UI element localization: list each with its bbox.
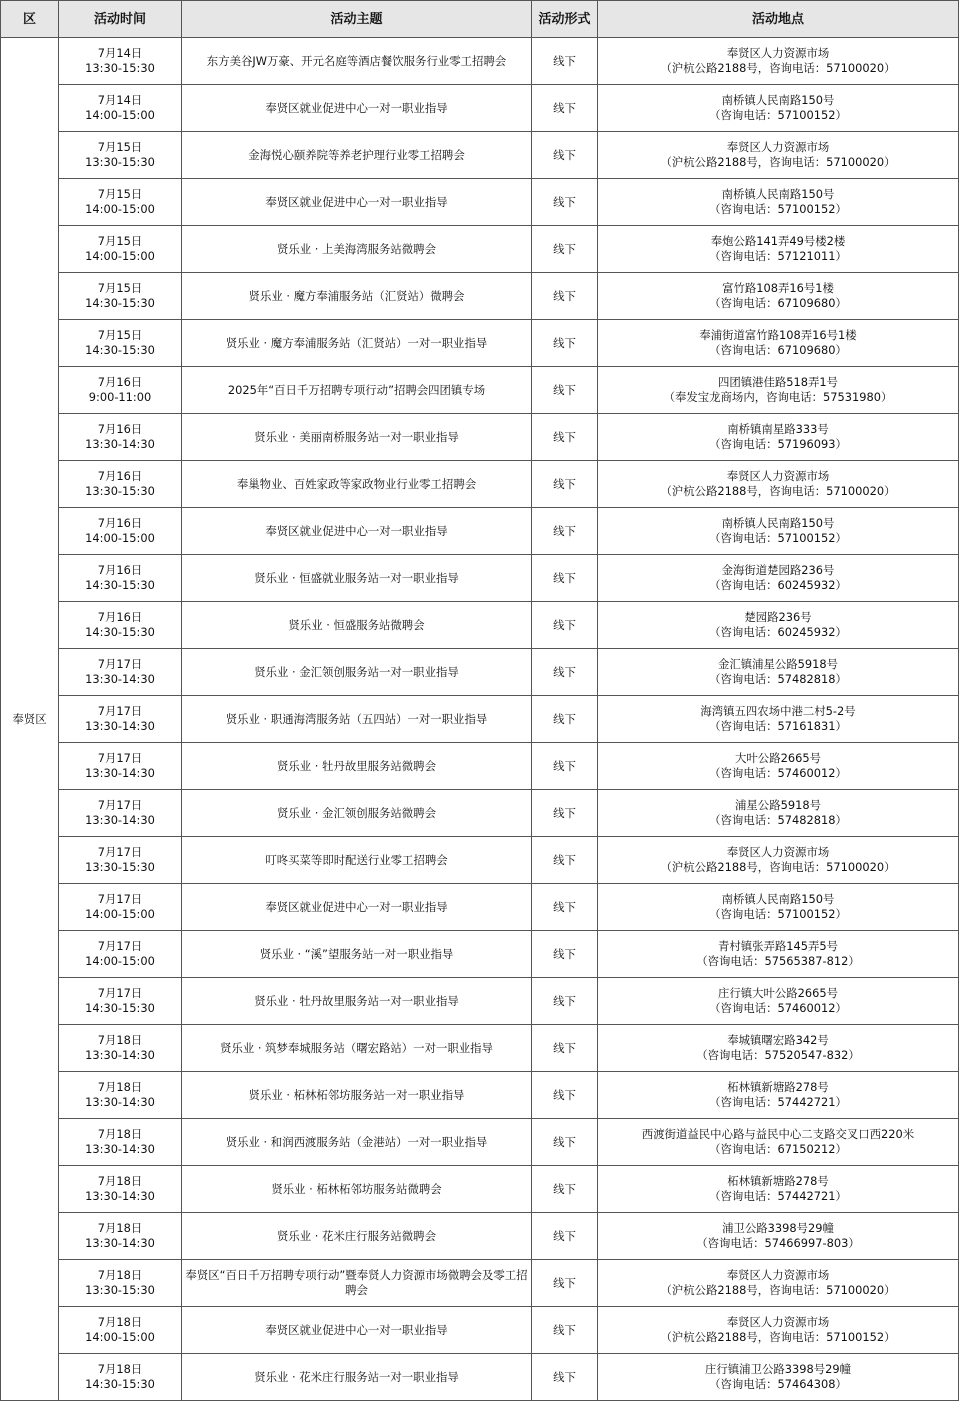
activity-time: 13:30-14:30: [85, 1095, 155, 1109]
activity-date: 7月17日: [97, 751, 143, 765]
header-place: 活动地点: [598, 1, 959, 38]
activity-place: 奉浦街道富竹路108弄16号1楼: [699, 328, 857, 342]
table-row: [1, 85, 959, 132]
place-cell: [598, 790, 959, 837]
activity-time: 13:30-15:30: [85, 484, 155, 498]
time-cell: [59, 1307, 182, 1354]
table-row: [1, 367, 959, 414]
table-row: [1, 1260, 959, 1307]
activity-time: 14:30-15:30: [85, 578, 155, 592]
activity-theme: 贤乐业 · 恒盛服务站微聘会: [182, 602, 532, 649]
activity-date: 7月18日: [97, 1080, 143, 1094]
activity-date: 7月16日: [97, 563, 143, 577]
activity-date: 7月18日: [97, 1033, 143, 1047]
activity-time: 13:30-14:30: [85, 672, 155, 686]
activity-contact: （咨询电话：60245932）: [709, 578, 847, 592]
activity-contact: （咨询电话：67109680）: [709, 296, 847, 310]
activity-place: 楚园路236号: [744, 610, 812, 624]
activity-form: 线下: [532, 320, 598, 367]
time-cell: [59, 273, 182, 320]
time-cell: [59, 649, 182, 696]
place-cell: [598, 743, 959, 790]
table-row: [1, 1213, 959, 1260]
activity-contact: （咨询电话：60245932）: [709, 625, 847, 639]
table-row: [1, 320, 959, 367]
place-cell: [598, 1025, 959, 1072]
activity-time: 14:00-15:00: [85, 531, 155, 545]
activity-place: 柘林镇新塘路278号: [727, 1080, 829, 1094]
activity-form: 线下: [532, 884, 598, 931]
activity-place: 四团镇港佳路518弄1号: [717, 375, 839, 389]
activity-date: 7月16日: [97, 422, 143, 436]
activity-form: 线下: [532, 1260, 598, 1307]
activity-date: 7月16日: [97, 375, 143, 389]
activity-contact: （沪杭公路2188号，咨询电话：57100020）: [660, 860, 896, 874]
time-cell: [59, 1213, 182, 1260]
activity-contact: （咨询电话：67150212）: [709, 1142, 847, 1156]
activity-contact: （咨询电话：57100152）: [709, 108, 847, 122]
activity-date: 7月18日: [97, 1127, 143, 1141]
time-cell: [59, 790, 182, 837]
time-cell: [59, 226, 182, 273]
activity-contact: （咨询电话：57460012）: [709, 766, 847, 780]
activity-place: 南桥镇人民南路150号: [721, 516, 835, 530]
activity-contact: （咨询电话：57464308）: [709, 1377, 847, 1391]
activity-form: 线下: [532, 1354, 598, 1401]
activity-place: 奉贤区人力资源市场: [726, 1268, 830, 1282]
activity-theme: 金海悦心颐养院等养老护理行业零工招聘会: [182, 132, 532, 179]
activity-form: 线下: [532, 931, 598, 978]
activity-contact: （咨询电话：57520547-832）: [696, 1048, 860, 1062]
activity-form: 线下: [532, 1072, 598, 1119]
table-row: [1, 461, 959, 508]
place-cell: [598, 179, 959, 226]
place-cell: [598, 85, 959, 132]
activity-time: 13:30-15:30: [85, 61, 155, 75]
table-row: [1, 555, 959, 602]
activity-time: 14:00-15:00: [85, 108, 155, 122]
time-cell: [59, 85, 182, 132]
activity-form: 线下: [532, 1025, 598, 1072]
activity-form: 线下: [532, 696, 598, 743]
place-cell: [598, 226, 959, 273]
activity-theme: 奉贤区就业促进中心一对一职业指导: [182, 884, 532, 931]
activity-theme: 贤乐业 · 牡丹故里服务站一对一职业指导: [182, 978, 532, 1025]
activity-contact: （咨询电话：57565387-812）: [696, 954, 860, 968]
activity-theme: 贤乐业 · 金汇领创服务站微聘会: [182, 790, 532, 837]
activity-theme: 贤乐业 · 花米庄行服务站一对一职业指导: [182, 1354, 532, 1401]
activity-time: 13:30-14:30: [85, 1236, 155, 1250]
activity-theme: 奉贤区“百日千万招聘专项行动”暨奉贤人力资源市场微聘会及零工招聘会: [182, 1260, 532, 1307]
activity-date: 7月15日: [97, 187, 143, 201]
activity-place: 南桥镇人民南路150号: [721, 93, 835, 107]
activity-form: 线下: [532, 461, 598, 508]
activity-place: 浦卫公路3398号29幢: [722, 1221, 834, 1235]
activity-contact: （咨询电话：57100152）: [709, 531, 847, 545]
time-cell: [59, 696, 182, 743]
activity-date: 7月15日: [97, 281, 143, 295]
header-district: 区: [1, 1, 59, 38]
activity-form: 线下: [532, 602, 598, 649]
activity-theme: 奉贤区就业促进中心一对一职业指导: [182, 508, 532, 555]
activity-date: 7月16日: [97, 516, 143, 530]
table-row: [1, 978, 959, 1025]
place-cell: [598, 837, 959, 884]
place-cell: [598, 1307, 959, 1354]
activity-time: 14:00-15:00: [85, 249, 155, 263]
activity-time: 14:30-15:30: [85, 1377, 155, 1391]
activity-contact: （咨询电话：67109680）: [709, 343, 847, 357]
activity-time: 13:30-14:30: [85, 1189, 155, 1203]
activity-contact: （咨询电话：57482818）: [709, 672, 847, 686]
activity-place: 西渡街道益民中心路与益民中心二支路交叉口西220米: [641, 1127, 915, 1141]
time-cell: [59, 414, 182, 461]
activity-form: 线下: [532, 1213, 598, 1260]
activity-theme: 贤乐业 · 魔方奉浦服务站（汇贤站）微聘会: [182, 273, 532, 320]
activity-date: 7月16日: [97, 610, 143, 624]
place-cell: [598, 273, 959, 320]
activity-form: 线下: [532, 649, 598, 696]
place-cell: [598, 1119, 959, 1166]
table-row: [1, 1119, 959, 1166]
activity-time: 13:30-14:30: [85, 437, 155, 451]
table-row: [1, 790, 959, 837]
activity-date: 7月17日: [97, 657, 143, 671]
time-cell: [59, 743, 182, 790]
table-row: [1, 1354, 959, 1401]
activity-theme: 贤乐业 · 和润西渡服务站（金港站）一对一职业指导: [182, 1119, 532, 1166]
activity-place: 富竹路108弄16号1楼: [722, 281, 834, 295]
activity-form: 线下: [532, 132, 598, 179]
time-cell: [59, 461, 182, 508]
place-cell: [598, 320, 959, 367]
activity-place: 奉贤区人力资源市场: [726, 46, 830, 60]
activity-form: 线下: [532, 978, 598, 1025]
place-cell: [598, 978, 959, 1025]
activity-date: 7月15日: [97, 328, 143, 342]
activity-form: 线下: [532, 837, 598, 884]
activity-contact: （咨询电话：57482818）: [709, 813, 847, 827]
place-cell: [598, 414, 959, 461]
place-cell: [598, 508, 959, 555]
activity-time: 14:00-15:00: [85, 954, 155, 968]
activity-place: 南桥镇南星路333号: [727, 422, 829, 436]
activity-form: 线下: [532, 414, 598, 461]
activity-time: 14:00-15:00: [85, 202, 155, 216]
activity-time: 14:30-15:30: [85, 625, 155, 639]
activity-time: 13:30-14:30: [85, 813, 155, 827]
table-row: [1, 931, 959, 978]
time-cell: [59, 508, 182, 555]
activity-time: 13:30-15:30: [85, 860, 155, 874]
activity-form: 线下: [532, 1307, 598, 1354]
place-cell: [598, 649, 959, 696]
activity-place: 大叶公路2665号: [735, 751, 821, 765]
table-row: [1, 132, 959, 179]
table-row: [1, 602, 959, 649]
activity-form: 线下: [532, 273, 598, 320]
activity-theme: 贤乐业 · 美丽南桥服务站一对一职业指导: [182, 414, 532, 461]
activity-date: 7月16日: [97, 469, 143, 483]
activity-contact: （奉发宝龙商场内，咨询电话：57531980）: [663, 390, 893, 404]
activity-form: 线下: [532, 555, 598, 602]
activity-time: 13:30-14:30: [85, 1142, 155, 1156]
activity-contact: （咨询电话：57196093）: [709, 437, 847, 451]
activity-contact: （沪杭公路2188号，咨询电话：57100020）: [660, 484, 896, 498]
activity-time: 13:30-14:30: [85, 1048, 155, 1062]
time-cell: [59, 602, 182, 649]
activity-date: 7月17日: [97, 704, 143, 718]
header-theme: 活动主题: [182, 1, 532, 38]
activity-place: 柘林镇新塘路278号: [727, 1174, 829, 1188]
activity-place: 南桥镇人民南路150号: [721, 892, 835, 906]
time-cell: [59, 1119, 182, 1166]
activity-form: 线下: [532, 226, 598, 273]
activity-place: 南桥镇人民南路150号: [721, 187, 835, 201]
table-row: [1, 38, 959, 85]
place-cell: [598, 1072, 959, 1119]
activity-theme: 奉贤区就业促进中心一对一职业指导: [182, 179, 532, 226]
time-cell: [59, 38, 182, 85]
table-row: [1, 1025, 959, 1072]
activity-form: 线下: [532, 38, 598, 85]
table-row: [1, 743, 959, 790]
activity-theme: 叮咚买菜等即时配送行业零工招聘会: [182, 837, 532, 884]
place-cell: [598, 1354, 959, 1401]
table-row: [1, 696, 959, 743]
activity-form: 线下: [532, 790, 598, 837]
activity-time: 14:30-15:30: [85, 296, 155, 310]
time-cell: [59, 931, 182, 978]
header-time: 活动时间: [59, 1, 182, 38]
time-cell: [59, 555, 182, 602]
activity-form: 线下: [532, 1166, 598, 1213]
activity-time: 14:30-15:30: [85, 1001, 155, 1015]
place-cell: [598, 931, 959, 978]
time-cell: [59, 978, 182, 1025]
activity-form: 线下: [532, 179, 598, 226]
activity-date: 7月15日: [97, 140, 143, 154]
activity-time: 14:30-15:30: [85, 343, 155, 357]
activity-contact: （咨询电话：57442721）: [709, 1095, 847, 1109]
table-row: [1, 273, 959, 320]
activity-place: 奉炮公路141弄49号楼2楼: [710, 234, 846, 248]
activity-place: 奉贤区人力资源市场: [726, 140, 830, 154]
time-cell: [59, 1260, 182, 1307]
table-row: [1, 1307, 959, 1354]
activity-place: 奉贤区人力资源市场: [726, 845, 830, 859]
activity-theme: 东方美谷JW万豪、开元名庭等酒店餐饮服务行业零工招聘会: [182, 38, 532, 85]
activity-contact: （咨询电话：57442721）: [709, 1189, 847, 1203]
activity-theme: 贤乐业 · 柘林柘邻坊服务站一对一职业指导: [182, 1072, 532, 1119]
activity-form: 线下: [532, 367, 598, 414]
time-cell: [59, 1025, 182, 1072]
time-cell: [59, 884, 182, 931]
activity-date: 7月14日: [97, 93, 143, 107]
activity-date: 7月18日: [97, 1362, 143, 1376]
activity-time: 14:00-15:00: [85, 1330, 155, 1344]
activity-theme: 贤乐业 · “溪”望服务站一对一职业指导: [182, 931, 532, 978]
table-row: [1, 226, 959, 273]
place-cell: [598, 555, 959, 602]
activity-contact: （咨询电话：57121011）: [709, 249, 847, 263]
activity-date: 7月17日: [97, 798, 143, 812]
activity-contact: （咨询电话：57161831）: [709, 719, 847, 733]
activity-place: 庄行镇浦卫公路3398号29幢: [705, 1362, 851, 1376]
activity-date: 7月18日: [97, 1268, 143, 1282]
activity-place: 金海街道楚园路236号: [721, 563, 835, 577]
activity-date: 7月17日: [97, 986, 143, 1000]
activity-time: 13:30-15:30: [85, 155, 155, 169]
activity-time: 13:30-14:30: [85, 766, 155, 780]
place-cell: [598, 132, 959, 179]
activity-date: 7月15日: [97, 234, 143, 248]
table-row: [1, 837, 959, 884]
activity-contact: （咨询电话：57100152）: [709, 202, 847, 216]
place-cell: [598, 1166, 959, 1213]
place-cell: [598, 461, 959, 508]
activity-contact: （沪杭公路2188号，咨询电话：57100020）: [660, 1283, 896, 1297]
time-cell: [59, 367, 182, 414]
activity-theme: 贤乐业 · 职通海湾服务站（五四站）一对一职业指导: [182, 696, 532, 743]
activity-theme: 贤乐业 · 花米庄行服务站微聘会: [182, 1213, 532, 1260]
place-cell: [598, 884, 959, 931]
place-cell: [598, 602, 959, 649]
activity-place: 奉贤区人力资源市场: [726, 1315, 830, 1329]
activity-place: 奉城镇曙宏路342号: [727, 1033, 829, 1047]
activity-contact: （咨询电话：57460012）: [709, 1001, 847, 1015]
place-cell: [598, 1260, 959, 1307]
activity-date: 7月17日: [97, 892, 143, 906]
activity-theme: 贤乐业 · 筑梦奉城服务站（曙宏路站）一对一职业指导: [182, 1025, 532, 1072]
activity-theme: 奉贤区就业促进中心一对一职业指导: [182, 1307, 532, 1354]
activity-form: 线下: [532, 508, 598, 555]
table-row: [1, 649, 959, 696]
activity-place: 奉贤区人力资源市场: [726, 469, 830, 483]
header-form: 活动形式: [532, 1, 598, 38]
activity-form: 线下: [532, 1119, 598, 1166]
place-cell: [598, 696, 959, 743]
activity-theme: 奉贤区就业促进中心一对一职业指导: [182, 85, 532, 132]
activity-theme: 奉巢物业、百姓家政等家政物业行业零工招聘会: [182, 461, 532, 508]
activity-time: 13:30-15:30: [85, 1283, 155, 1297]
activity-theme: 贤乐业 · 牡丹故里服务站微聘会: [182, 743, 532, 790]
time-cell: [59, 132, 182, 179]
activity-time: 9:00-11:00: [88, 390, 152, 404]
activity-date: 7月17日: [97, 845, 143, 859]
activity-place: 青村镇张弄路145弄5号: [717, 939, 839, 953]
activity-contact: （咨询电话：57466997-803）: [696, 1236, 860, 1250]
table-row: [1, 179, 959, 226]
activity-theme: 2025年“百日千万招聘专项行动”招聘会四团镇专场: [182, 367, 532, 414]
activity-place: 金汇镇浦星公路5918号: [717, 657, 839, 671]
time-cell: [59, 179, 182, 226]
activity-theme: 贤乐业 · 魔方奉浦服务站（汇贤站）一对一职业指导: [182, 320, 532, 367]
activity-date: 7月18日: [97, 1315, 143, 1329]
activity-theme: 贤乐业 · 上美海湾服务站微聘会: [182, 226, 532, 273]
header-row: [1, 1, 959, 38]
activity-place: 海湾镇五四农场中港二村5-2号: [700, 704, 856, 718]
time-cell: [59, 1354, 182, 1401]
place-cell: [598, 38, 959, 85]
time-cell: [59, 837, 182, 884]
time-cell: [59, 1166, 182, 1213]
activity-contact: （沪杭公路2188号，咨询电话：57100152）: [660, 1330, 896, 1344]
activity-date: 7月18日: [97, 1221, 143, 1235]
activity-theme: 贤乐业 · 恒盛就业服务站一对一职业指导: [182, 555, 532, 602]
table-row: [1, 508, 959, 555]
activity-contact: （沪杭公路2188号，咨询电话：57100020）: [660, 155, 896, 169]
table-row: [1, 1072, 959, 1119]
district-cell: 奉贤区: [1, 38, 59, 1401]
time-cell: [59, 1072, 182, 1119]
activity-date: 7月17日: [97, 939, 143, 953]
activity-form: 线下: [532, 85, 598, 132]
activity-place: 庄行镇大叶公路2665号: [717, 986, 839, 1000]
activity-theme: 贤乐业 · 金汇领创服务站一对一职业指导: [182, 649, 532, 696]
activity-date: 7月14日: [97, 46, 143, 60]
activity-date: 7月18日: [97, 1174, 143, 1188]
table-row: [1, 414, 959, 461]
time-cell: [59, 320, 182, 367]
activity-place: 浦星公路5918号: [735, 798, 821, 812]
place-cell: [598, 367, 959, 414]
table-row: [1, 1166, 959, 1213]
activity-time: 13:30-14:30: [85, 719, 155, 733]
activity-contact: （沪杭公路2188号，咨询电话：57100020）: [660, 61, 896, 75]
table-row: [1, 884, 959, 931]
activity-contact: （咨询电话：57100152）: [709, 907, 847, 921]
activity-time: 14:00-15:00: [85, 907, 155, 921]
activity-theme: 贤乐业 · 柘林柘邻坊服务站微聘会: [182, 1166, 532, 1213]
activity-form: 线下: [532, 743, 598, 790]
place-cell: [598, 1213, 959, 1260]
